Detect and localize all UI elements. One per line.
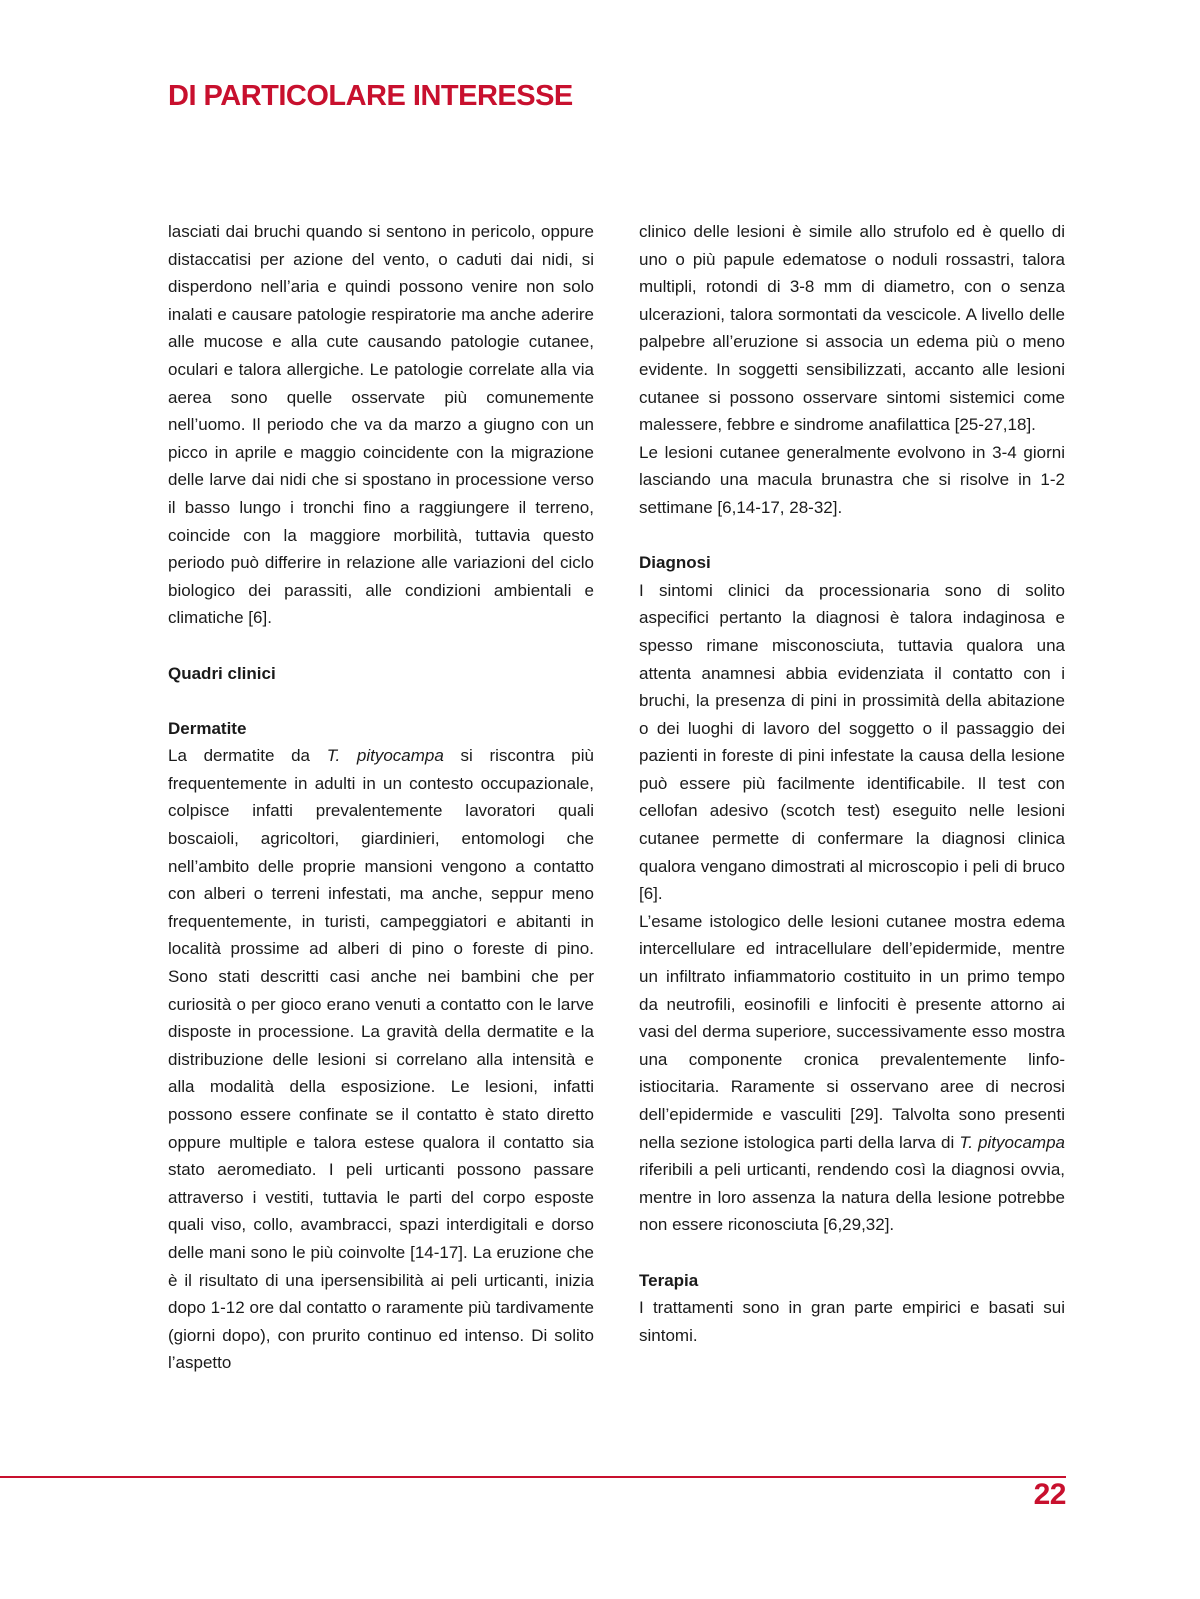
paragraph xyxy=(639,908,1065,1239)
page-number: 22 xyxy=(1033,1478,1066,1511)
spacer xyxy=(168,687,594,715)
text-run: La dermatite da xyxy=(168,746,327,766)
paragraph: I trattamenti sono in gran parte empirici e basati sui sintomi. xyxy=(639,1298,1065,1345)
section-title: DI PARTICOLARE INTERESSE xyxy=(168,80,573,112)
species-name: T. pityocampa xyxy=(959,1132,1065,1152)
heading-quadri-clinici: Quadri clinici xyxy=(168,663,276,683)
spacer xyxy=(168,632,594,660)
paragraph: clinico delle lesioni è simile allo strufolo ed è quello di uno o più papule edematose o noduli rossastri, talora multipli, rotondi di 3-8 mm di diametro, con o senza ulcerazioni, talora sormontati da vescicole. A livello delle palpebre all’eruzione si associa un edema più o meno evidente. In soggetti sensibilizzati, accanto alle lesioni cutanee si possono osservare sintomi sistemici come malessere, febbre e sindrome anafilattica [25-27,18]. xyxy=(639,222,1065,435)
heading-dermatite: Dermatite xyxy=(168,718,247,738)
footer-divider xyxy=(0,1476,1066,1478)
paragraph: Le lesioni cutanee generalmente evolvono in 3-4 giorni lasciando una macula brunastra che si risolve in 1-2 settimane [6,14-17, 28-32]. xyxy=(639,442,1065,517)
text-run: L’esame istologico delle lesioni cutanee mostra edema intercellulare ed intracellulare dell’epidermide, mentre un infiltrato infiammatorio costituito in un primo tempo da neutrofili, eosinofili e linfociti è presente attorno ai vasi del derma superiore, successivamente esso mostra una componente cronica prevalentemente linfo-istiocitaria. Raramente si osservano aree di necrosi dell’epidermide e vasculiti [29]. Talvolta sono presenti nella sezione istologica parti della larva di xyxy=(639,911,1065,1152)
paragraph: I sintomi clinici da processionaria sono di solito aspecifici pertanto la diagnosi è talora indaginosa e spesso rimane misconosciuta, tuttavia qualora una attenta anamnesi abbia evidenziata il contatto con i bruchi, la presenza di pini in prossimità della abitazione o dei luoghi di lavoro del soggetto o il passaggio dei pazienti in foreste di pini infestate la causa della lesione può essere più facilmente identificabile. Il test con cellofan adesivo (scotch test) eseguito nelle lesioni cutanee permette di confermare la diagnosi clinica qualora vengano dimostrati al microscopio i peli di bruco [6]. xyxy=(639,580,1065,904)
spacer xyxy=(639,1239,1065,1267)
species-name: T. pityocampa xyxy=(326,746,444,766)
left-column xyxy=(168,218,594,1377)
heading-diagnosi: Diagnosi xyxy=(639,553,711,573)
right-column xyxy=(639,218,1065,1349)
paragraph xyxy=(168,742,594,1377)
paragraph: lasciati dai bruchi quando si sentono in pericolo, oppure distaccatisi per azione del vento, o caduti dai nidi, si disperdono nell’aria e quindi possono venire non solo inalati e causare patologie respiratorie ma anche aderire alle mucose e alla cute causando patologie cutanee, oculari e talora allergiche. Le patologie correlate alla via aerea sono quelle osservate più comunemente nell’uomo. Il periodo che va da marzo a giugno con un picco in aprile e maggio coincidente con la migrazione delle larve dai nidi che si spostano in processione verso il basso lungo i tronchi fino a raggiungere il terreno, coincide con la maggiore morbilità, tuttavia questo periodo può differire in relazione alle variazioni del ciclo biologico dei parassiti, alle condizioni ambientali e climatiche [6]. xyxy=(168,222,594,628)
heading-terapia: Terapia xyxy=(639,1270,699,1290)
text-run: si riscontra più frequentemente in adulti in un contesto occupazionale, colpisce infatti prevalentemente lavoratori quali boscaioli, agricoltori, giardinieri, entomologi che nell’ambito delle proprie mansioni vengono a contatto con alberi o terreni infestati, ma anche, seppur meno frequentemente, in turisti, campeggiatori e abitanti in località prossime ad alberi di pino o foreste di pino. Sono stati descritti casi anche nei bambini che per curiosità o per gioco erano venuti a contatto con le larve disposte in processione. La gravità della dermatite e la distribuzione delle lesioni si correlano alla intensità e alla modalità della esposizione. Le lesioni, infatti possono essere confinate se il contatto è stato diretto oppure multiple e talora estese qualora il contatto sia stato aeromediato. I peli urticanti possono passare attraverso i vestiti, tuttavia le parti del corpo esposte quali viso, collo, avambracci, spazi interdigitali e dorso delle mani sono le più coinvolte [14-17]. La eruzione che è il risultato di una ipersensibilità ai peli urticanti, inizia dopo 1-12 ore dal contatto o raramente più tardivamente (giorni dopo), con prurito continuo ed intenso. Di solito l’aspetto xyxy=(168,746,594,1373)
text-run: riferibili a peli urticanti, rendendo così la diagnosi ovvia, mentre in loro assenza la natura della lesione potrebbe non essere riconosciuta [6,29,32]. xyxy=(639,1160,1065,1235)
spacer xyxy=(639,522,1065,550)
